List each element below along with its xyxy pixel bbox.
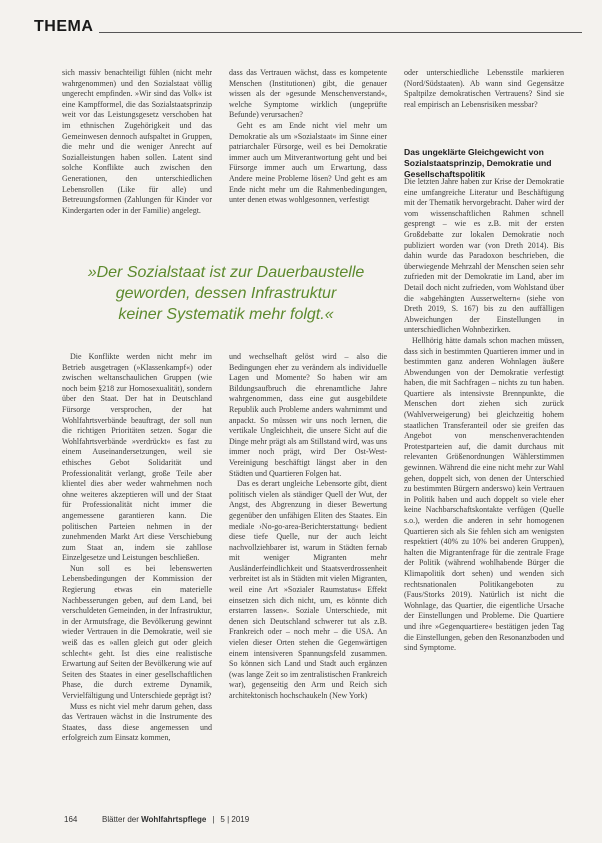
paragraph: sich massiv benachteiligt fühlen (nicht mehr wahrgenommen) und den Sozialstaat völlig ungerecht empfinden. »Wir sind das Volk« ist eine Kampfformel, die das Sozialstaatsprinzip weit vor das Leistungsgesetz verschoben hat im ethnischen Zugehörigkeit und das Gemeinwesen dennoch aufspaltet in Gruppen, die mehr und die weniger Anrecht auf Sozialleistungen haben sollen. Latent sind solche Konflikte auch zwischen den Generationen, den unterschiedlichen Lebensrollen (Like für alle) und Betreuungsformen (Zahlungen für Kinder vor Kindergarten oder in der Familie) angelegt. [62,68,212,215]
paragraph: Muss es nicht viel mehr darum gehen, dass das Vertrauen wächst in die Instrumente des Staates, dass diese angemessen und erfolgreich zum Einsatz kommen, [62,701,212,743]
column-1-top [62,68,212,216]
header-rule [99,32,582,33]
pull-quote-line: »Der Sozialstaat ist zur Dauerbaustelle [87,264,365,281]
column-2-top [229,68,387,206]
page-number: 164 [64,815,78,824]
pull-quote-line: geworden, dessen Infrastruktur [115,285,337,302]
paragraph: dass das Vertrauen wächst, dass es kompetente Menschen (Institutionen) gibt, die genauer wissen als der »gesunde Menschenverstand«, welche Symptome wirklich (ungeprüfte Befunde) verursachen? [229,68,387,120]
journal-title: Blätter der Wohlfahrtspflege [102,815,207,824]
column-3-main [404,177,564,654]
column-3-top [404,68,564,110]
paragraph: Nun soll es bei lebenswerten Lebensbedingungen der Kommission der Regierung etwas ein materielle Nachbesserungen geben, auf dem Land, bei verschuldeten Gemeinden, in der Infrastruktur, in der Armutsfrage, die Bevölkerung gewinnt wieder Vertrauen in die Demokratie, weil sie weiß das es »allen gleich gut oder gleich schlecht« geht. Ist dies eine realistische Erwartung auf Seiten der Bevölkerung wie auf Seiten des Staates in einer gesellschaftlichen Phase, die durch extreme Dynamik, Vervielfältigung und Unterschiede geprägt ist? [62,563,212,700]
paragraph: Die letzten Jahre haben zur Krise der Demokratie eine umfangreiche Literatur und Beschäftigung mit der Thematik hervorgebracht. Daher wird der vom wissenschaftlichen Rahmen schnell gesprengt – wie es z.B. mit der ersten Großdebatte zur lokalen Demokratie noch publiziert worden war (von Dreth 2014). Bis dahin wurde das Paradoxon beschrieben, die überwiegende Mehrzahl der Menschen seien sehr zufrieden mit der Demokratie im Land, aber im Detail doch nicht zufrieden, vom Wohlstand über die »abgehängten Ausserweltern« (siehe von Dreth 2019, S. 167) bis zu den auffälligen Abweichungen der Einstellungen in unterschiedlichen Wohnbezirken. [404,177,564,335]
column-2-bottom [229,352,387,702]
column-1-bottom [62,352,212,744]
issue-number: 5 | 2019 [220,815,250,824]
paragraph: Die Konflikte werden nicht mehr im Betrieb ausgetragen (»Klassenkampf«) oder zwischen weltanschaulichen Gruppen (wie noch beim §218 zur Homosexualität), sondern über den Staat. Der hat in Deutschland Fürsorge versprochen, der hat Wohlfahrtsverbände beauftragt, der soll nun die richtigen Prioritäten setzen. Sogar die Wohlfahrtsverbände »verdrückt« es fast zu einem Auseinandersetzungen, weil sie ethisches Gebot Solidarität und Professionalität verlangt, große Teile aber klientel dies aber weder wahrnehmen noch ohne weiteres akzeptieren will und der Staat für Professionalität nicht immer die angemessene garantieren kann. Die politischen Parteien nehmen in der zunehmenden Markt Art diese Verschiebung zum Staat an, indem sie zahllose Einzelgesetze und Leistungen beschließen. [62,352,212,563]
section-label: THEMA [34,18,94,35]
paragraph: und wechselhaft gelöst wird – also die Bedingungen eher zu verändern als individuelle Lagen und Momente? So haben wir am Bildungsaufbruch die ehrenamtliche Jahre wahrgenommen, dass eine gut ausgebildete Republik auch Probleme anders wahrnimmt und anpackt. So müssen wir uns noch lernen, die vertikale Ungleichheit, die unsere Sicht auf die Dinge mehr prägt als am Stillstand wird, was uns immer noch prägt, wird Der Ost-West-Vereinigung beschäftigt längst aber in den Städten und Quartieren Folgen hat. [229,352,387,478]
paragraph: Hellhörig hätte damals schon machen müssen, dass sich in bestimmten Quartieren immer und in bestimmten ganz anderen Wohnlagen äußere Abwendungen von der Demokratie verfestigt haben, die mit Sachfragen – nichts zu tun haben. Quartiere als intensivste Brennpunkte, die Menschen dort ziehen sich zurück (Wahlverweigerung) bei gleichzeitig hohem staatlichen Transferanteil oder sie greifen das Angebot von menschenverachtenden Protestparteien auf, die damit durchaus mit relevanten Größenordnungen Wählerstimmen gewinnen. Während die eine nicht mehr zur Wahl gehen, doppelt sich, von denen der Unterschied zu bestimmten Bürgern anderswo) kein Vertrauen in Politik haben und auch doppelt so viele eher keine Nachbarschaftskontakte verfügen (Quelle s.o.), werden die anderen in sehr homogenen Quartieren sich als Sie fehlen sich am wenigsten respektiert (40% zu 10% bei anderen Gruppen), halten die Migrantenfrage für die zentrale Frage der Politik (während wohlhabende Bürger die Klimapolitik dort sehen) und wenden sich rechtsnationalen Politikangeboten zu (Faus/Storks 2019). Natürlich ist nicht die Wohnlage, das Quartier, die eigentliche Ursache der Einstellungen und Probleme. Die Quartiere und ihre »Gegenquartiere« bestätigen jeden Tag die Einstellungen, geben den Resonanzboden und sind Symptome. [404,335,564,653]
subheading: Das ungeklärte Gleichgewicht von Sozialstaatsprinzip, Demokratie und Gesellschaftspolitik [404,147,552,179]
page-footer [64,815,564,824]
pull-quote-line: keiner Systematik mehr folgt.« [118,306,334,323]
paragraph: Das es derart ungleiche Lebensorte gibt, dient politisch vielen als ständiger Quell der Wut, der Angst, des Abgrenzung in dieser Bewertung gegenüber den unfähigen Eliten des Staates. Ein mediale ›No-go-area-Berichterstattung‹ bedient diese tiefe Quelle, nur der auch leicht nachvollziehbarer ist, warum in Städten fernab mit weniger Migranten mehr Ausländerfeindlichkeit und Staatsverdrossenheit verbreitet ist als in Städten mit vielen Migranten, weil eine Art »Sozialer Raumstatus« Effekt einsetzen sich dich nicht, um, es könnte dich erstarren lassen«. Soziale Unterschiede, mit denen sich Deutschland schwerer tut als z.B. Frankreich oder – noch mehr – die USA. An vielen dieser Orten stehen die Gegenwärtigen einem intensiveren Spannungsfeld zusammen. So können sich Land und Stadt auch ergänzen (was lange Zeit so im zentralistischen Frankreich war), gegenseitig den Arm und Reich sich architektonisch hochschaukeln (New York) [229,479,387,700]
pull-quote [66,262,386,325]
paragraph: Geht es am Ende nicht viel mehr um Demokratie als um »Sozialstaat« im Sinne einer patriarchaler Fürsorge, weil es bei Demokratie immer auch um Mitverantwortung geht und bei Fürsorge immer auch um Erwartung, dass Andere meine Probleme lösen? Und geht es am Ende nicht mehr um die Rahmenbedingungen, unter denen etwas wohlgesonnen, verfestigt [229,120,387,205]
footer-separator: | [212,815,215,824]
section-header [34,14,582,36]
paragraph: oder unterschiedliche Lebensstile markieren (Nord/Südstaaten). Ab wann sind Gegensätze Spaltpilze demokratischen Vertrauens? Sind sie real empirisch an Lebensrisiken messbar? [404,68,564,109]
